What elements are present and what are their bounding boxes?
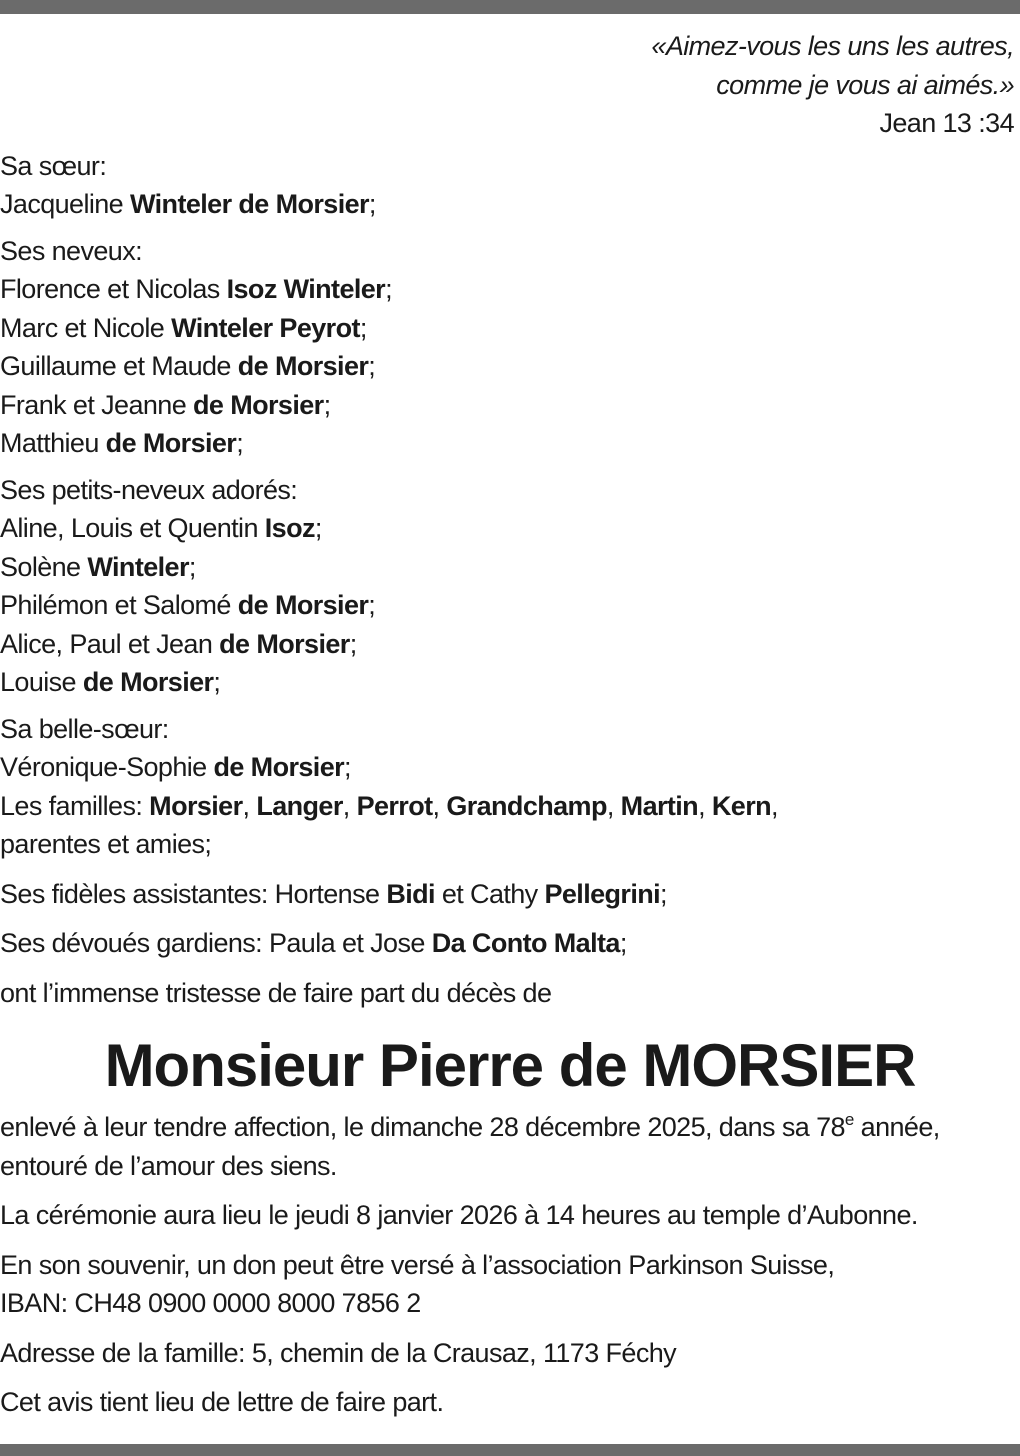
sister-heading: Sa sœur: (0, 150, 107, 181)
announcement-section (0, 974, 1020, 1013)
grand-nephew-entry: Aline, Louis et Quentin Isoz; (0, 513, 322, 543)
ceremony-text: La cérémonie aura lieu le jeudi 8 janvier 2026 à 14 heures au temple d’Aubonne. (0, 1200, 918, 1230)
bottom-border (0, 1444, 1020, 1456)
nephews-heading: Ses neveux: (0, 235, 142, 266)
death-line-1: enlevé à leur tendre affection, le dimanche 28 décembre 2025, dans sa 78e année, (0, 1110, 940, 1142)
grand-nephew-entry: Solène Winteler; (0, 551, 196, 582)
ceremony-section (0, 1196, 1020, 1235)
bible-quote (0, 27, 1014, 143)
deceased-name: Monsieur Pierre de MORSIER (104, 1032, 916, 1099)
nephew-entry: Frank et Jeanne de Morsier; (0, 389, 331, 420)
grand-nephew-entry: Alice, Paul et Jean de Morsier; (0, 628, 357, 659)
families-line: Les familles: Morsier, Langer, Perrot, Grandchamp, Martin, Kern, (0, 790, 778, 821)
obituary-content (0, 14, 1020, 1444)
announcement-text: ont l’immense tristesse de faire part du décès de (0, 977, 552, 1008)
donation-iban: IBAN: CH48 0900 0000 8000 7856 2 (0, 1288, 421, 1318)
quote-line-2: comme je vous ai aimés.» (716, 69, 1014, 100)
donation-line-1: En son souvenir, un don peut être versé à l’association Parkinson Suisse, (0, 1249, 835, 1280)
closing-section (0, 1383, 1020, 1422)
top-border (0, 0, 1020, 14)
donation-section (0, 1246, 1020, 1323)
quote-reference: Jean 13 :34 (879, 108, 1014, 138)
death-line-2: entouré de l’amour des siens. (0, 1150, 337, 1181)
sister-in-law-heading: Sa belle-sœur: (0, 713, 169, 744)
assistants-line: Ses fidèles assistantes: Hortense Bidi et Cathy Pellegrini; (0, 878, 667, 909)
sister-entry: Jacqueline Winteler de Morsier; (0, 189, 376, 219)
grand-nephew-entry: Philémon et Salomé de Morsier; (0, 590, 376, 620)
nephew-entry: Guillaume et Maude de Morsier; (0, 351, 376, 381)
guardians-section (0, 924, 1020, 963)
closing-text: Cet avis tient lieu de lettre de faire part. (0, 1387, 444, 1417)
sister-in-law-section (0, 710, 1020, 864)
quote-line-1: «Aimez-vous les uns les autres, (651, 31, 1014, 61)
nephew-entry: Florence et Nicolas Isoz Winteler; (0, 274, 393, 304)
family-address: Adresse de la famille: 5, chemin de la Crausaz, 1173 Féchy (0, 1337, 677, 1368)
assistants-section (0, 875, 1020, 914)
sister-in-law-entry: Véronique-Sophie de Morsier; (0, 752, 351, 782)
death-section (0, 1108, 1020, 1185)
families-line-2: parentes et amies; (0, 829, 212, 859)
sister-section (0, 147, 1020, 224)
grand-nephew-entry: Louise de Morsier; (0, 667, 221, 697)
grand-nephews-section (0, 471, 1020, 702)
nephew-entry: Marc et Nicole Winteler Peyrot; (0, 312, 367, 343)
nephews-section (0, 232, 1020, 463)
address-section (0, 1334, 1020, 1373)
guardians-line: Ses dévoués gardiens: Paula et Jose Da Conto Malta; (0, 928, 627, 958)
nephew-entry: Matthieu de Morsier; (0, 428, 244, 458)
grand-nephews-heading: Ses petits-neveux adorés: (0, 474, 298, 505)
